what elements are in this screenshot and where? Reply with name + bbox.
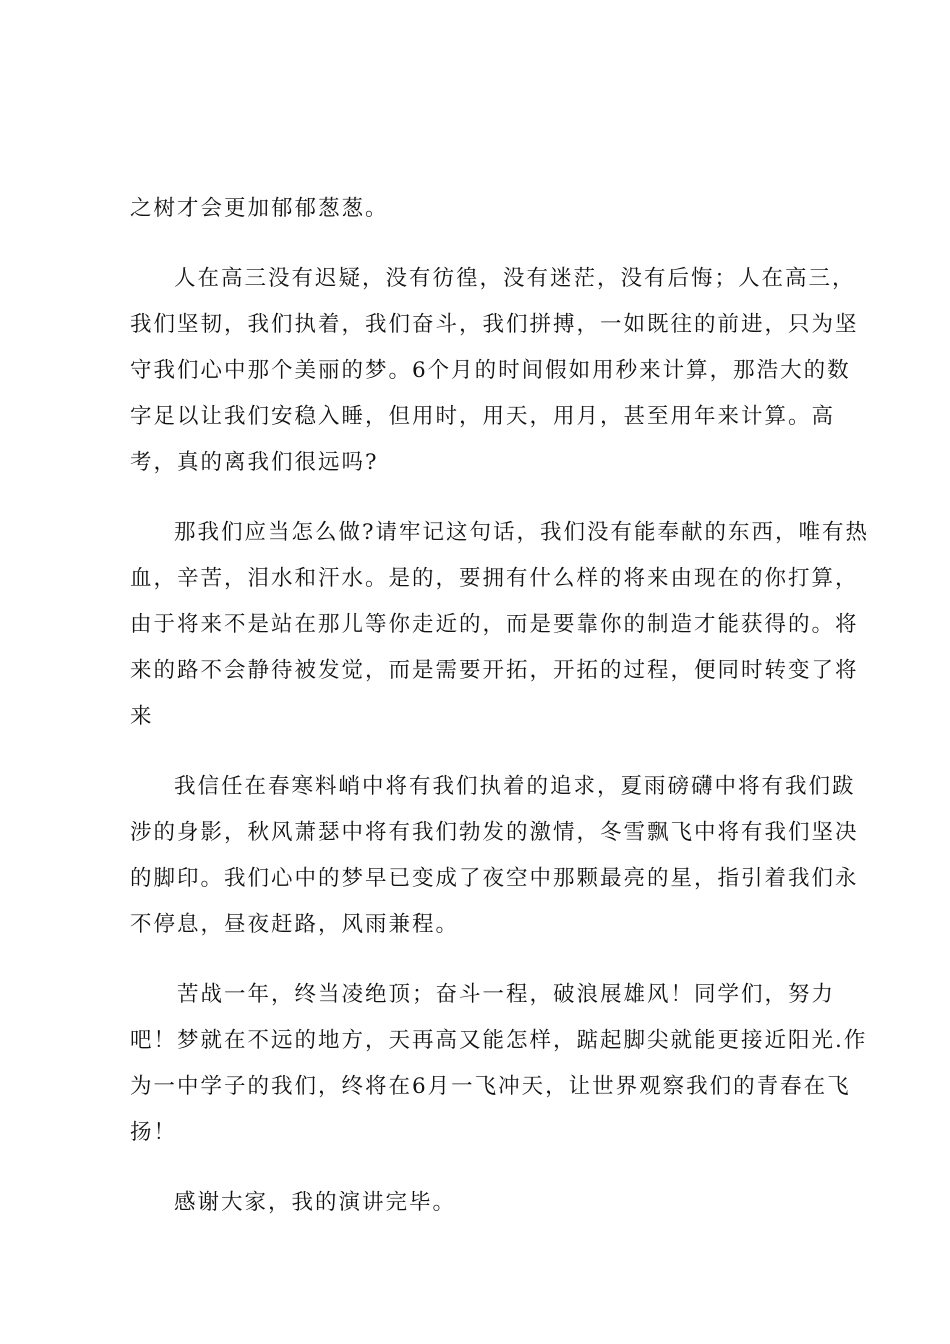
paragraph bbox=[130, 256, 859, 486]
paragraph-line: 人在高三没有迟疑，没有彷徨，没有迷茫，没有后悔；人在高三， bbox=[174, 266, 856, 291]
paragraph-line: 涉的身影，秋风萧瑟中将有我们勃发的激情，冬雪飘飞中将有我们坚决 bbox=[130, 820, 859, 845]
paragraph-line: 那我们应当怎么做?请牢记这句话，我们没有能奉献的东西，唯有热 bbox=[174, 520, 870, 545]
paragraph bbox=[130, 764, 859, 948]
paragraph-line: 吧！梦就在不远的地方，天再高又能怎样，踮起脚尖就能更接近阳光.作 bbox=[130, 1028, 868, 1053]
paragraph-line: 不停息，昼夜赶路，风雨兼程。 bbox=[130, 912, 460, 937]
paragraph-line: 字足以让我们安稳入睡，但用时，用天，用月，甚至用年来计算。高 bbox=[130, 404, 836, 429]
paragraph-line: 由于将来不是站在那儿等你走近的，而是要靠你的制造才能获得的。将 bbox=[130, 612, 859, 637]
paragraph-line: 的脚印。我们心中的梦早已变成了夜空中那颗最亮的星，指引着我们永 bbox=[130, 866, 859, 891]
paragraph-line: 扬！ bbox=[130, 1120, 178, 1145]
paragraph-line: 之树才会更加郁郁葱葱。 bbox=[130, 196, 389, 221]
paragraph-line: 来 bbox=[130, 704, 154, 729]
paragraph-line: 感谢大家，我的演讲完毕。 bbox=[174, 1190, 457, 1215]
paragraph-line: 来的路不会静待被发觉，而是需要开拓，开拓的过程，便同时转变了将 bbox=[130, 658, 859, 683]
paragraph-line: 我信任在春寒料峭中将有我们执着的追求，夏雨磅礴中将有我们跋 bbox=[174, 774, 856, 799]
paragraph bbox=[130, 186, 832, 232]
paragraph-line: 为一中学子的我们，终将在6月一飞冲天，让世界观察我们的青春在飞 bbox=[130, 1074, 851, 1099]
paragraph-line: 守我们心中那个美丽的梦。6个月的时间假如用秒来计算，那浩大的数 bbox=[130, 358, 851, 383]
paragraph bbox=[130, 1180, 832, 1226]
paragraph-line: 血，辛苦，泪水和汗水。是的，要拥有什么样的将来由现在的你打算， bbox=[130, 566, 859, 591]
paragraph bbox=[130, 510, 870, 740]
paragraph-line: 苦战一年，终当凌绝顶；奋斗一程，破浪展雄风！同学们，努力 bbox=[177, 982, 836, 1007]
paragraph-line: 我们坚韧，我们执着，我们奋斗，我们拼搏，一如既往的前进，只为坚 bbox=[130, 312, 859, 337]
paragraph-line: 考，真的离我们很远吗? bbox=[130, 450, 379, 475]
document-body bbox=[130, 186, 870, 1226]
paragraph bbox=[130, 972, 868, 1156]
